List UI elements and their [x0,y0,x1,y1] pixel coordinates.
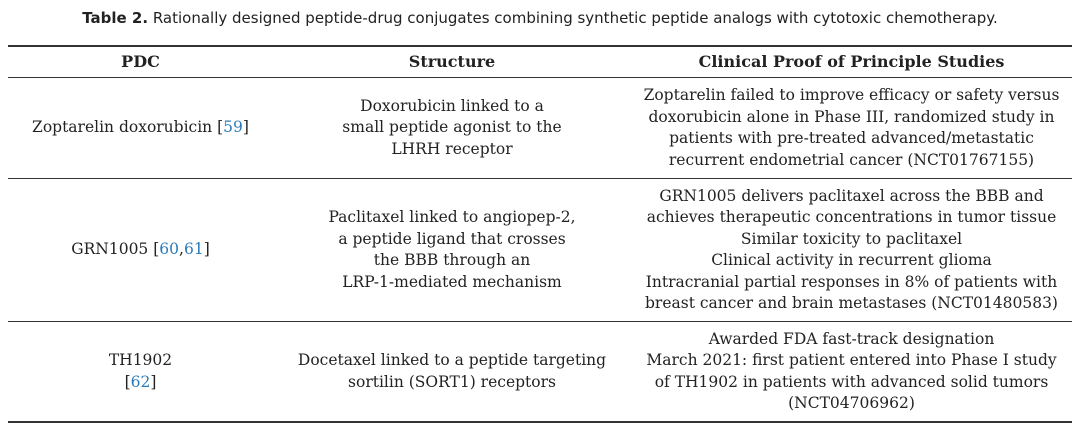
structure-line: sortilin (SORT1) receptors [348,372,556,391]
table-row-1-studies [631,78,1072,178]
structure-line: small peptide agonist to the [342,118,562,137]
pdc-name: GRN1005 [ [71,240,160,259]
table-row-2-structure [273,179,631,321]
citation-link[interactable]: 60 [159,240,180,259]
header-clinical-studies: Clinical Proof of Principle Studies [698,52,1005,72]
structure-line: a peptide ligand that crosses [338,229,566,248]
study-line: patients with pre-treated advanced/metastatic [669,129,1034,147]
study-line: (NCT04706962) [788,394,915,412]
bracket-close: ] [150,372,157,391]
table-row-3-pdc [8,322,273,421]
table-row-2-pdc [8,179,273,321]
study-line: Similar toxicity to paclitaxel [740,229,963,248]
pdc-name: TH1902 [108,351,173,369]
citation-separator: , [179,240,184,259]
study-line: Zoptarelin failed to improve efficacy or safety versus [643,86,1060,104]
citation-link[interactable]: 61 [183,240,204,259]
pdc-name: Zoptarelin doxorubicin [ [32,118,224,137]
table-row-3-structure [273,322,631,421]
structure-line: LHRH receptor [391,139,513,158]
structure-line: Docetaxel linked to a peptide targeting [297,351,607,369]
bracket-close: ] [242,118,249,137]
study-line: Awarded FDA fast-track designation [708,329,995,348]
structure-line: Doxorubicin linked to a [360,96,544,115]
study-line: achieves therapeutic concentrations in tumor tissue [646,208,1057,226]
caption-text: Rationally designed peptide-drug conjugates combining synthetic peptide analogs with cytotoxic chemotherapy. [152,9,998,27]
study-line: recurrent endometrial cancer (NCT01767155) [668,150,1035,169]
table-row-1-structure [273,78,631,178]
header-pdc: PDC [121,52,160,72]
structure-line: the BBB through an [373,251,531,269]
structure-line: LRP-1-mediated mechanism [342,272,562,291]
bracket-open: [ [124,372,131,391]
table-row-1-pdc [8,78,273,178]
study-line: of TH1902 in patients with advanced solid tumors [654,372,1049,391]
study-line: March 2021: first patient entered into Phase I study [646,351,1057,369]
study-line: Intracranial partial responses in 8% of patients with [645,272,1058,291]
study-line: breast cancer and brain metastases (NCT01480583) [645,294,1058,312]
bottom-rule [8,421,1072,423]
table-row-3-studies [631,322,1072,421]
citation-link[interactable]: 59 [223,118,243,137]
study-line: Clinical activity in recurrent glioma [711,251,992,269]
header-structure: Structure [408,52,496,72]
caption-label: Table 2. [82,9,149,27]
study-line: GRN1005 delivers paclitaxel across the BBB and [659,186,1044,205]
citation-link[interactable]: 62 [130,372,151,391]
table-caption [0,8,1080,28]
bracket-close: ] [203,240,210,259]
table-row-2-studies [631,179,1072,321]
study-line: doxorubicin alone in Phase III, randomized study in [648,107,1055,126]
structure-line: Paclitaxel linked to angiopep-2, [328,208,576,226]
